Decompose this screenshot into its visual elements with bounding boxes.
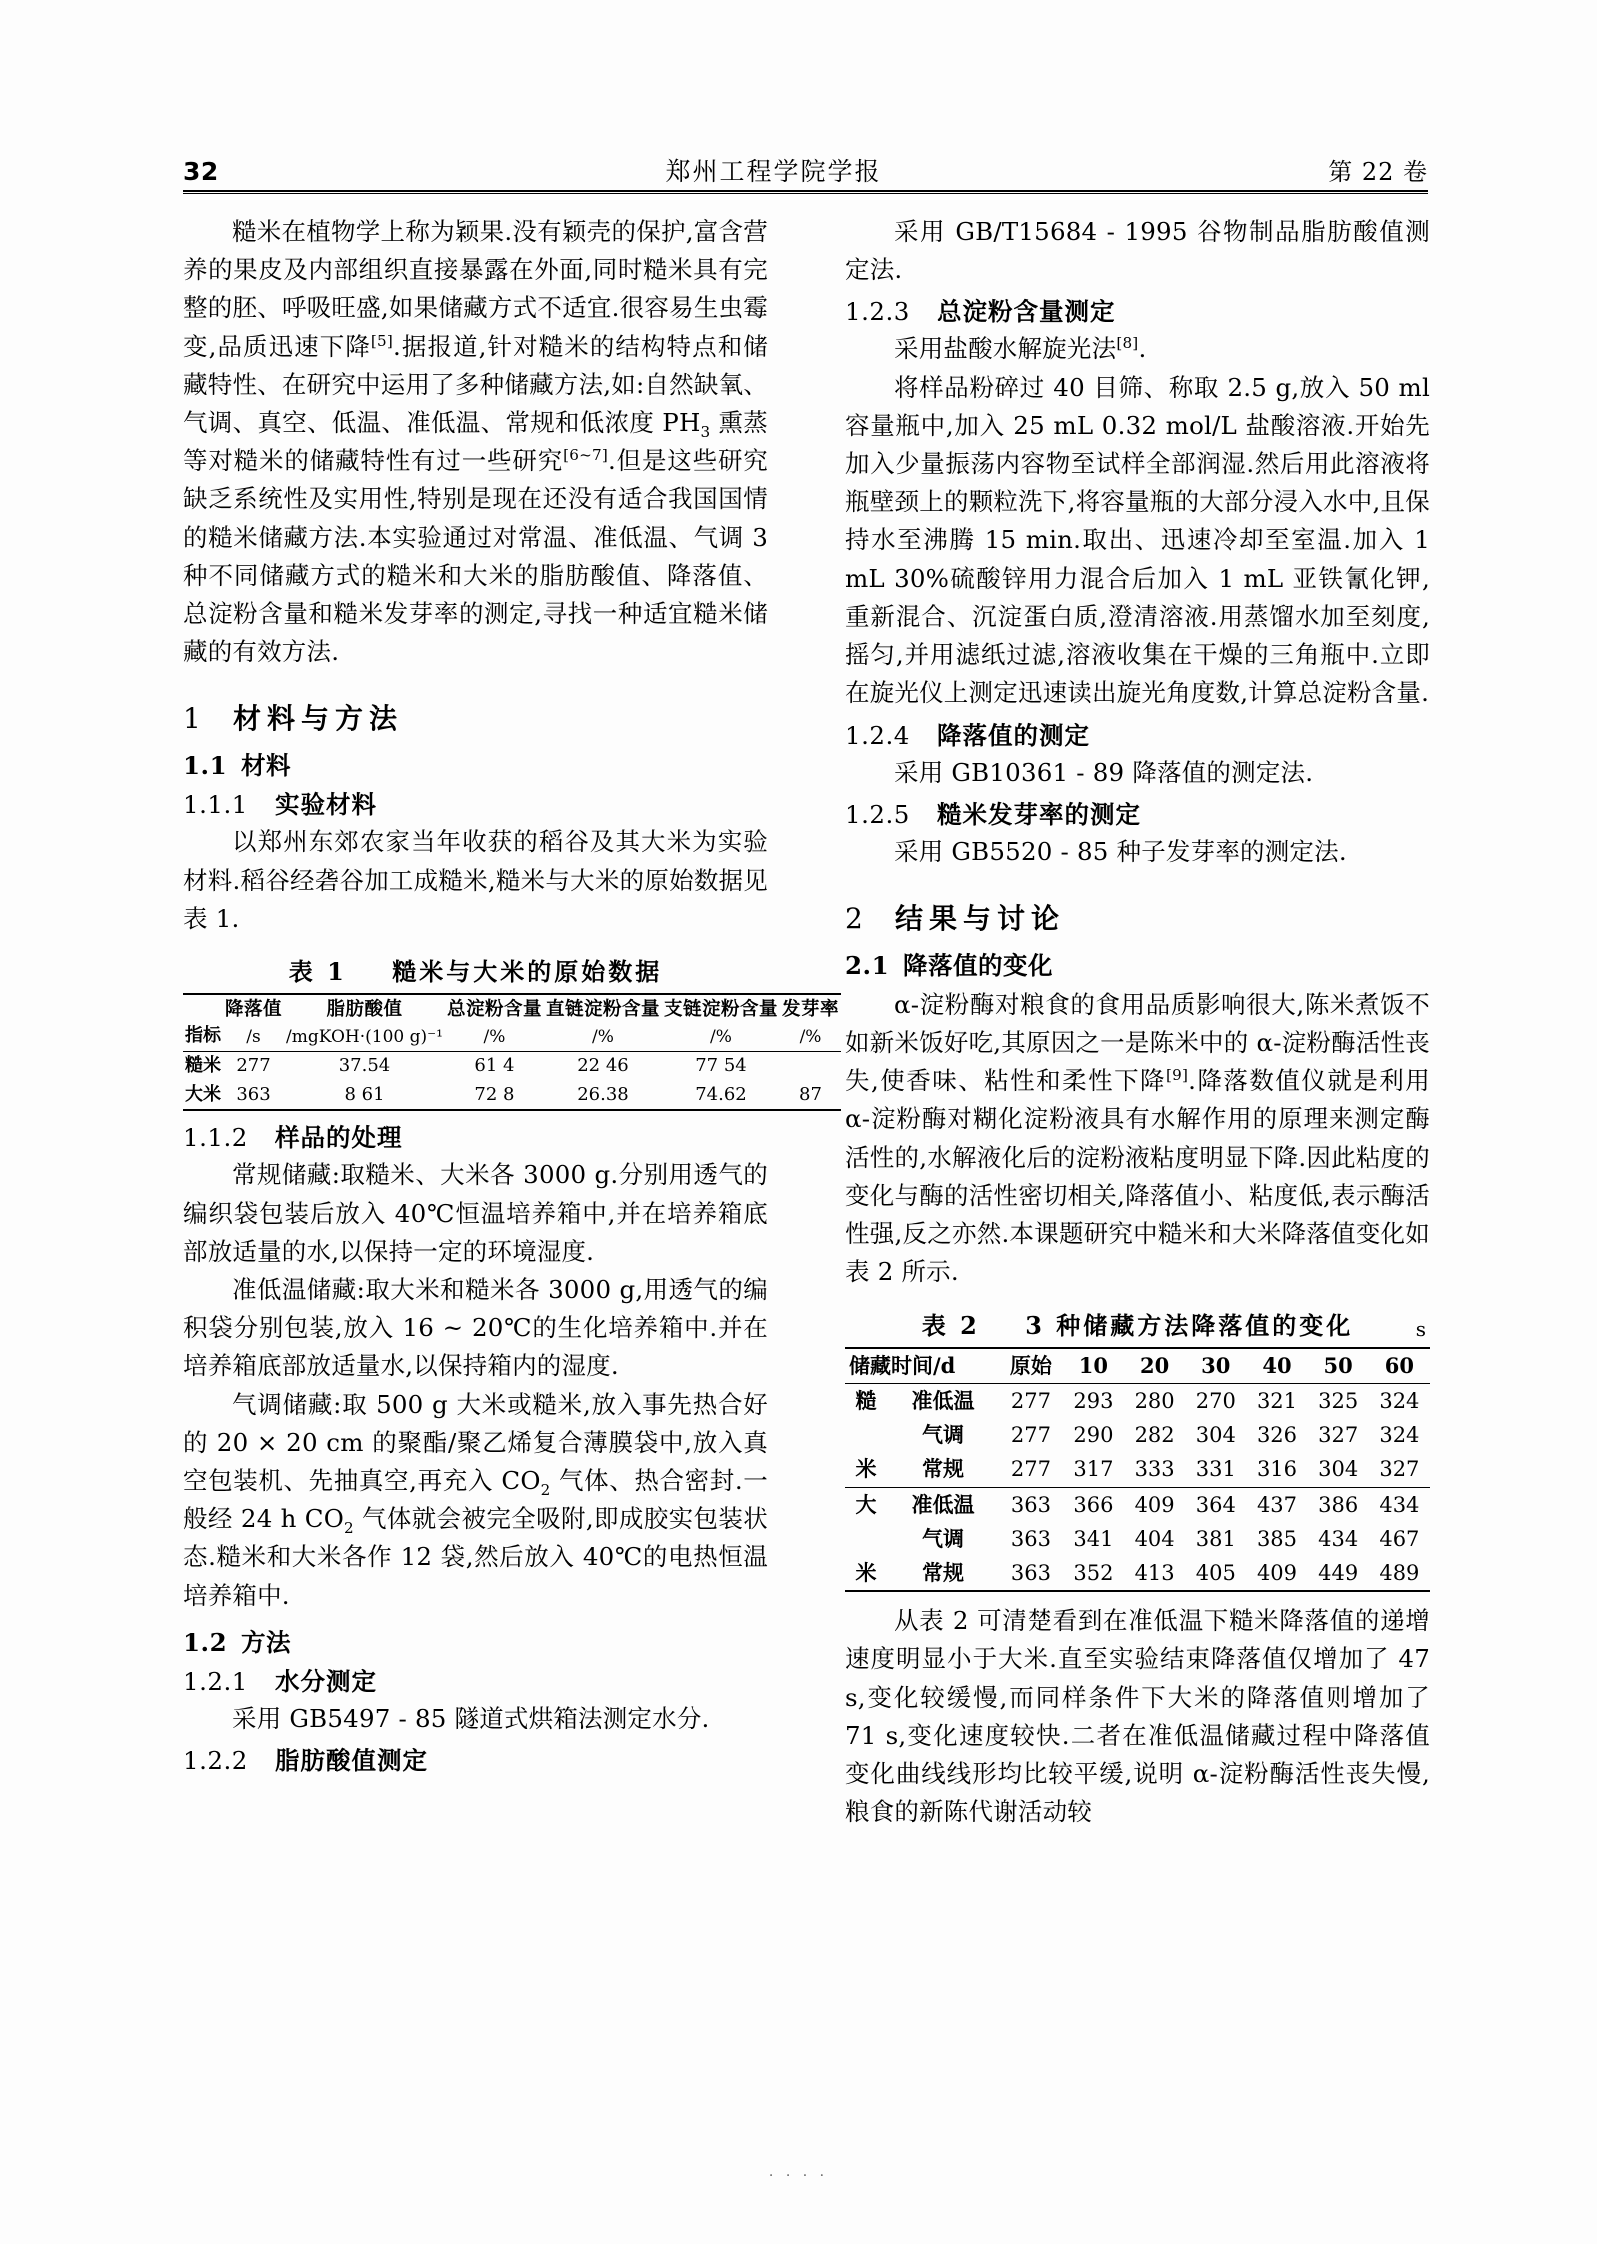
table-2-caption [845, 1306, 1430, 1341]
table-1-cell-1-2: 72 8 [474, 1083, 515, 1105]
table-2-g1-r1-c4: 385 [1256, 1526, 1298, 1551]
volume-label: 第 22 卷 [1328, 158, 1428, 186]
section-1-2-3-title: 总淀粉含量测定 [937, 297, 1116, 327]
table-1-row-1-label: 大米 [185, 1083, 221, 1105]
table-2-group-0-char-0: 糙 [855, 1387, 877, 1413]
running-header [183, 140, 1428, 184]
table-2-g1-r1-c5: 434 [1318, 1526, 1359, 1551]
table-2-g0-r0-c1: 293 [1073, 1388, 1114, 1413]
table-2-unit: s [1415, 1316, 1426, 1341]
table-2-g1-r0-c4: 437 [1256, 1492, 1298, 1517]
intro-paragraph: 糙米在植物学上称为颖果.没有颖壳的保护,富含营养的果皮及内部组织直接暴露在外面,同时糙米具有完整的胚、呼吸旺盛,如果储藏方式不适宜.很容易生虫霉变,品质迅速下降[5].据报道,针对糙米的结构特点和储藏特性、在研究中运用了多种储藏方法,如:自然缺氧、气调、真空、低温、准低温、常规和低浓度 $PH_3$ 熏蒸等对糙米的储藏特性有过一些研究[6~7].但是这些研究缺乏系统性及实用性,特别是现在还没有适合我国国情的糙米储藏方法.本实验通过对常温、准低温、气调 3 种不同储藏方式的糙米和大米的脂肪酸值、降落值、总淀粉含量和糙米发芽率的测定,寻找一种适宜糙米储藏的有效方法. [183, 217, 769, 667]
section-2-number: 2 [845, 902, 864, 936]
section-1-1-1-heading [183, 788, 768, 821]
table-1-col-1-unit: /mgKOH·(100 g)⁻¹ [286, 1027, 443, 1048]
table-2-g1-r1-method: 气调 [922, 1525, 964, 1551]
table-row [183, 1052, 841, 1081]
table-2-g1-r2-method: 常规 [922, 1560, 964, 1585]
modified-atmosphere-storage-paragraph: 气调储藏:取 500 g 大米或糙米,放入事先热合好的 20 × 20 cm 的聚酯/聚乙烯复合薄膜袋中,放入真空包装机、先抽真空,再充入 $CO_2$ 气体、热合密封.一般经 24 h $CO_2$ 气体就会被完全吸附,即成胶实包装状态.糙米和大米各作 12 袋,然后放入 40℃的电热恒温培养箱中. [183, 1389, 768, 1610]
section-1-2-4-body: 采用 GB10361 - 89 降落值的测定法. [894, 757, 1314, 787]
table-2-g0-r1-method: 气调 [922, 1422, 964, 1447]
section-1-2-heading [183, 1627, 768, 1659]
table-2-discussion-paragraph: 从表 2 可清楚看到在准低温下糙米降落值的递增速度明显小于大米.直至实验结束降落值仅增加了 47 s,变化较缓慢,而同样条件下大米的降落值则增加了 71 s,变化速度较快.二者在准低温储藏过程中降落值变化曲线线形均比较平缓,说明 α-淀粉酶活性丧失慢,粮食的新陈代谢活动较 [845, 1606, 1430, 1827]
section-2-heading [845, 901, 1430, 936]
table-2-g1-r1-c6: 467 [1379, 1526, 1420, 1551]
quasi-low-temp-storage-paragraph: 准低温储藏:取大米和糙米各 3000 g,用透气的编积袋分别包装,放入 16 ~ 20℃的生化培养箱中.并在培养箱底部放适量水,以保持箱内的湿度. [183, 1275, 768, 1381]
table-2-g1-r0-c0: 363 [1010, 1492, 1051, 1517]
section-1-2-5-number: 1.2.5 [845, 799, 910, 829]
table-2-g0-r2-method: 常规 [922, 1456, 964, 1482]
table-2-g0-r0-c5: 325 [1318, 1388, 1359, 1413]
section-1-2-5-heading [845, 798, 1430, 831]
table-row [845, 1487, 1430, 1522]
journal-title: 郑州工程学院学报 [665, 157, 882, 186]
table-1-col-1-name: 脂肪酸值 [326, 998, 403, 1020]
table-2-g0-r2-c6: 327 [1379, 1457, 1420, 1482]
table-2-g1-r1-c1: 341 [1073, 1526, 1114, 1551]
table-1-cell-0-5 [780, 1052, 841, 1081]
table-2-g0-r2-c4: 316 [1256, 1457, 1298, 1482]
section-2-1-number: 2.1 [845, 951, 890, 981]
section-1-1-1-body: 以郑州东郊农家当年收获的稻谷及其大米为实验材料.稻谷经砻谷加工成糙米,糙米与大米的原始数据见表 1. [183, 827, 768, 933]
table-1-block [183, 952, 840, 1111]
section-1-2-2-body: 采用 GB/T15684 - 1995 谷物制品脂肪酸值测定法. [845, 217, 1430, 285]
table-1-row-0-label: 糙米 [185, 1055, 221, 1077]
table-2-g0-r2-c2: 333 [1134, 1457, 1175, 1482]
section-1-2-1-heading [183, 1665, 768, 1698]
section-2-1-heading [845, 950, 1430, 982]
table-2-g0-r0-method: 准低温 [911, 1387, 975, 1413]
page-footer-dots: · · · · [768, 2168, 829, 2184]
header-rule [183, 190, 1428, 195]
table-row [845, 1383, 1430, 1418]
table-1-col-4-unit: /% [710, 1027, 732, 1048]
table-1-col-4-name: 支链淀粉含量 [663, 998, 778, 1020]
table-1-cell-0-1: 37.54 [338, 1055, 391, 1077]
table-1-cell-1-3: 26.38 [577, 1083, 629, 1105]
table-2-g1-r0-method: 准低温 [911, 1491, 975, 1517]
table-2-group-1-char-1 [845, 1522, 887, 1556]
table-row [845, 1452, 1430, 1487]
table-2-g0-r1-c3: 304 [1195, 1423, 1236, 1447]
table-2-g0-r0-c0: 277 [1010, 1388, 1051, 1413]
section-1-2-2-heading [183, 1744, 768, 1777]
table-2-col-5: 50 [1323, 1352, 1353, 1378]
table-2-group-1-char-2: 米 [855, 1560, 877, 1585]
section-2-title: 结果与讨论 [895, 902, 1066, 936]
table-2 [845, 1347, 1430, 1593]
section-1-2-number: 1.2 [183, 1627, 228, 1657]
section-1-2-3-method: 采用盐酸水解旋光法[8]. [894, 334, 1147, 364]
table-2-header-row [845, 1348, 1430, 1384]
table-2-label: 表 2 [921, 1310, 980, 1340]
table-2-g0-r0-c3: 270 [1195, 1388, 1236, 1413]
table-row [845, 1522, 1430, 1556]
table-2-title: 3 种储藏方法降落值的变化 [1025, 1310, 1354, 1340]
table-1-cell-1-0: 363 [236, 1083, 271, 1105]
section-1-2-2-title: 脂肪酸值测定 [275, 1745, 428, 1775]
table-1-cell-1-1: 8 61 [344, 1083, 385, 1105]
table-1-caption [183, 952, 768, 987]
section-1-1-title: 材料 [241, 751, 291, 781]
table-1-label: 表 1 [288, 956, 347, 986]
table-2-col-2: 20 [1139, 1352, 1170, 1378]
table-1-col-3-unit: /% [592, 1027, 614, 1048]
left-column [183, 213, 840, 1779]
table-2-g1-r2-c5: 449 [1318, 1561, 1359, 1585]
table-2-g1-r0-c5: 386 [1318, 1492, 1359, 1517]
table-2-g0-r0-c6: 324 [1379, 1388, 1420, 1413]
table-2-g0-r2-c3: 331 [1195, 1457, 1236, 1482]
table-2-col-3: 30 [1201, 1352, 1231, 1378]
section-2-1-title: 降落值的变化 [903, 951, 1053, 981]
table-2-g0-r1-c1: 290 [1073, 1423, 1114, 1447]
table-2-col-1: 10 [1078, 1352, 1109, 1378]
table-2-g1-r2-c1: 352 [1073, 1561, 1114, 1585]
conventional-storage-paragraph: 常规储藏:取糙米、大米各 3000 g.分别用透气的编织袋包装后放入 40℃恒温培养箱中,并在培养箱底部放适量的水,以保持一定的环境湿度. [183, 1160, 768, 1266]
section-1-2-3-number: 1.2.3 [845, 297, 910, 327]
table-2-g0-r0-c2: 280 [1134, 1388, 1175, 1413]
table-1-cell-0-3: 22 46 [577, 1055, 629, 1077]
table-1-col-2-unit: /% [483, 1027, 506, 1048]
table-2-g0-r2-c1: 317 [1073, 1457, 1114, 1482]
section-1-1-1-number: 1.1.1 [183, 790, 248, 820]
table-2-g0-r2-c0: 277 [1010, 1457, 1051, 1482]
table-1-corner-label: 指标 [185, 1024, 221, 1046]
table-1-cell-0-0: 277 [236, 1055, 271, 1077]
table-2-g0-r2-c5: 304 [1318, 1457, 1359, 1482]
table-row [845, 1556, 1430, 1591]
table-1-col-2-name: 总淀粉含量 [446, 998, 542, 1020]
table-1-col-3-name: 直链淀粉含量 [545, 998, 660, 1020]
section-1-2-4-heading [845, 719, 1430, 752]
section-1-1-number: 1.1 [183, 751, 228, 781]
section-1-2-5-title: 糙米发芽率的测定 [937, 799, 1141, 829]
table-2-g0-r1-c5: 327 [1318, 1423, 1359, 1447]
table-2-g0-r1-c0: 277 [1010, 1423, 1051, 1447]
table-2-block [845, 1306, 1430, 1593]
section-1-title: 材料与方法 [233, 702, 404, 736]
table-2-g1-r2-c3: 405 [1195, 1561, 1236, 1585]
table-2-group-0-char-2: 米 [855, 1456, 877, 1482]
section-1-1-2-heading [183, 1121, 768, 1154]
table-2-g1-r0-c2: 409 [1134, 1492, 1175, 1517]
table-1-title: 糙米与大米的原始数据 [392, 956, 663, 986]
table-1-col-5-name: 发芽率 [782, 998, 840, 1020]
section-1-2-1-number: 1.2.1 [183, 1666, 248, 1696]
section-1-2-title: 方法 [241, 1627, 291, 1657]
table-2-g1-r2-c2: 413 [1134, 1561, 1175, 1585]
table-2-g1-r0-c1: 366 [1073, 1492, 1114, 1517]
table-1-cell-1-4: 74.62 [695, 1083, 747, 1105]
section-1-1-heading [183, 750, 768, 782]
section-1-1-1-title: 实验材料 [275, 790, 377, 820]
section-1-2-1-body: 采用 GB5497 - 85 隧道式烘箱法测定水分. [232, 1703, 710, 1733]
table-2-g1-r0-c6: 434 [1379, 1492, 1420, 1517]
table-2-g1-r2-c6: 489 [1379, 1561, 1420, 1585]
section-1-1-2-title: 样品的处理 [275, 1123, 403, 1153]
table-1-header-row-names [183, 994, 841, 1024]
section-1-2-4-title: 降落值的测定 [937, 720, 1090, 750]
section-1-number: 1 [183, 702, 202, 736]
section-1-2-4-number: 1.2.4 [845, 720, 910, 750]
section-1-2-1-title: 水分测定 [275, 1666, 377, 1696]
section-1-1-2-number: 1.1.2 [183, 1123, 248, 1153]
table-1-col-0-unit: /s [246, 1027, 261, 1048]
table-2-col-6: 60 [1384, 1352, 1414, 1378]
section-2-1-body: α-淀粉酶对粮食的食用品质影响很大,陈米煮饭不如新米饭好吃,其原因之一是陈米中的 α-淀粉酶活性丧失,使香味、粘性和柔性下降[9].降落数值仪就是利用 α-淀粉酶对糊化淀粉液具有水解作用的原理来测定酶活性的,水解液化后的淀粉液粘度明显下降.因此粘度的变化与酶的活性密切相关,降落值小、粘度低,表示酶活性强,反之亦然.本课题研究中糙米和大米降落值变化如表 2 所示. [845, 989, 1430, 1287]
right-column [845, 213, 1430, 1831]
table-row [845, 1418, 1430, 1452]
table-1-col-0-name: 降落值 [225, 998, 283, 1020]
table-2-g0-r1-c6: 324 [1379, 1423, 1420, 1447]
section-1-2-3-procedure: 将样品粉碎过 40 目筛、称取 2.5 g,放入 50 ml 容量瓶中,加入 25 mL 0.32 mol/L 盐酸溶液.开始先加入少量振荡内容物至试样全部润湿.然后用此溶液将瓶壁颈上的颗粒洗下,将容量瓶的大部分浸入水中,且保持水至沸腾 15 min.取出、迅速冷却至室温.加入 1 mL 30%硫酸锌用力混合后加入 1 mL 亚铁氰化钾,重新混合、沉淀蛋白质,澄清溶液.用蒸馏水加至刻度,摇匀,并用滤纸过滤,溶液收集在干燥的三角瓶中.立即在旋光仪上测定迅速读出旋光角度数,计算总淀粉含量. [845, 372, 1430, 708]
table-2-col-4: 40 [1262, 1352, 1292, 1378]
table-2-time-header: 储藏时间/d [849, 1352, 956, 1378]
table-1-col-5-unit: /% [799, 1027, 822, 1048]
table-1-cell-1-5: 87 [799, 1083, 822, 1105]
table-2-g1-r1-c2: 404 [1134, 1526, 1175, 1551]
table-2-g1-r0-c3: 364 [1195, 1492, 1236, 1517]
table-2-g1-r2-c0: 363 [1010, 1561, 1051, 1585]
table-1-cell-0-4: 77 54 [695, 1055, 747, 1077]
table-1-header-row-units [183, 1024, 841, 1052]
section-1-2-2-number: 1.2.2 [183, 1745, 248, 1775]
page-folio: 32 [183, 157, 219, 186]
section-1-heading [183, 701, 768, 736]
table-2-group-0-char-1 [845, 1418, 887, 1452]
table-1 [183, 993, 841, 1111]
table-2-g0-r0-c4: 321 [1256, 1388, 1298, 1413]
table-2-g1-r1-c3: 381 [1195, 1526, 1236, 1551]
table-2-col-0: 原始 [1009, 1352, 1052, 1378]
table-2-group-1-char-0: 大 [855, 1491, 877, 1517]
table-1-cell-0-2: 61 4 [474, 1055, 515, 1077]
table-2-g0-r1-c4: 326 [1256, 1423, 1298, 1447]
table-2-g0-r1-c2: 282 [1134, 1423, 1175, 1447]
table-2-g1-r1-c0: 363 [1010, 1526, 1051, 1551]
table-2-g1-r2-c4: 409 [1256, 1561, 1298, 1585]
table-row [183, 1081, 841, 1111]
section-1-2-5-body: 采用 GB5520 - 85 种子发芽率的测定法. [894, 836, 1347, 866]
section-1-2-3-heading [845, 295, 1430, 328]
